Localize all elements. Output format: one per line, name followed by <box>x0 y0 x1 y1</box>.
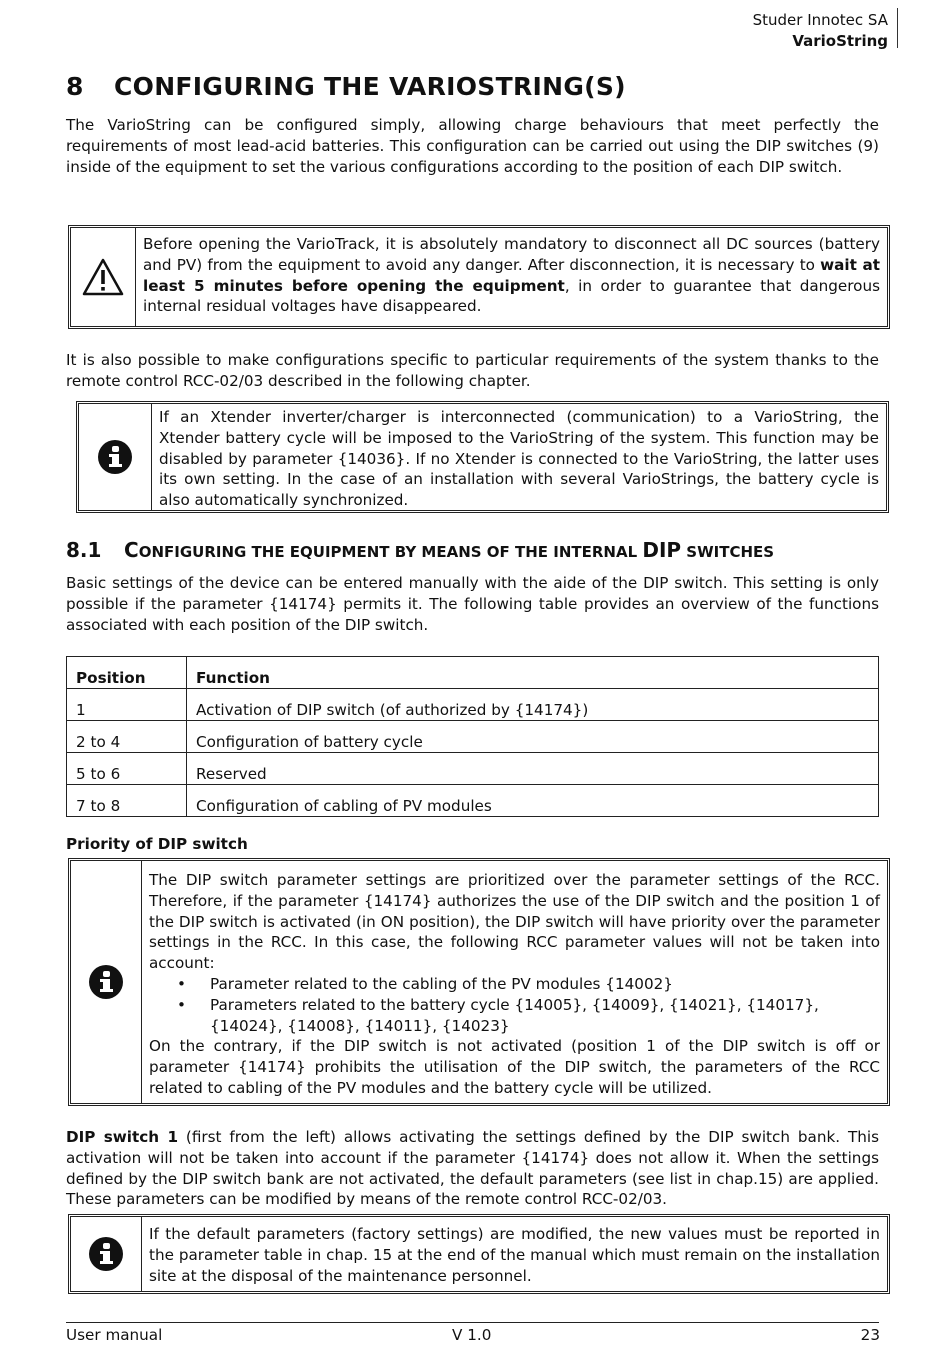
section-title: CONFIGURING THE VARIOSTRING(S) <box>114 72 626 101</box>
warning-text <box>136 228 887 326</box>
list-item: • Parameter related to the cabling of the PV modules {14002} <box>210 974 880 995</box>
info-box-default-params <box>68 1214 890 1294</box>
info-icon-cell <box>79 404 152 510</box>
footer-divider <box>66 1322 879 1323</box>
table-header-row <box>67 657 879 689</box>
dip-switch-1-paragraph <box>66 1127 879 1210</box>
table-row <box>67 753 879 785</box>
footer-doc-type: User manual <box>66 1326 163 1344</box>
info-box-xtender-text: If an Xtender inverter/charger is interconnected (communication) to a VarioString, the Xtender battery cycle will be imposed to the VarioString of the system. This function may be disabled by parameter {14036}. If no Xtender is connected to the VarioString, the latter uses its own setting. In the case of an installation with several VarioStrings, the battery cycle is also automatically synchronized. <box>159 408 879 510</box>
subsection-title-4: SWITCHES <box>681 543 775 561</box>
priority-paragraph-2: On the contrary, if the DIP switch is not activated (position 1 of the DIP switch is off or parameter {14174} prohibits the utilisation of the DIP switch, the parameters of the RCC related to cabling of the PV modules and the battery cycle will be utilized. <box>149 1037 880 1097</box>
info-icon <box>89 965 123 999</box>
table-cell-position: 1 <box>67 689 187 721</box>
dip-switch-1-text: (first from the left) allows activating the settings defined by the DIP switch bank. This activation will not be taken into account if the parameter {14174} does not allow it. When the settings defined by the DIP switch bank are not activated, the default parameters (see list in chap.15) are applied. These parameters can be modified by means of the remote control RCC-02/03. <box>66 1128 879 1209</box>
info-icon <box>98 440 132 474</box>
warning-text-bold: wait at least 5 minutes before opening the equipment <box>143 255 880 295</box>
intro-paragraph: The VarioString can be configured simply, allowing charge behaviours that meet perfectly the requirements of most lead-acid batteries. This configuration can be carried out using the DIP switches (9) inside of the equipment to set the various configurations according to the position of each DIP switch. <box>66 116 879 176</box>
header-divider <box>897 8 898 48</box>
subsection-title-2: ONFIGURING THE EQUIPMENT BY MEANS OF THE INTERNAL <box>138 543 643 561</box>
list-item: • Parameters related to the battery cycle {14005}, {14009}, {14021}, {14017}, {14024}, {14008}, {14011}, {14023} <box>210 995 880 1037</box>
section-number: 8 <box>66 72 84 101</box>
warning-icon-cell <box>71 228 136 326</box>
warning-box <box>68 225 890 329</box>
table-cell-function: Configuration of battery cycle <box>187 721 879 753</box>
info-box-default-params-text: If the default parameters (factory settings) are modified, the new values must be reported in the parameter table in chap. 15 at the end of the manual which must remain on the installation site at the disposal of the maintenance personnel. <box>149 1225 880 1285</box>
priority-paragraph-1: The DIP switch parameter settings are prioritized over the parameter settings of the RCC. Therefore, if the parameter {14174} authorizes the use of the DIP switch and the position 1 of the DIP switch is activated (in ON position), the DIP switch will have priority over the parameter settings in the RCC. In this case, the following RCC parameter values will not be taken into account: <box>149 871 880 973</box>
table-cell-position: 7 to 8 <box>67 785 187 817</box>
section-heading <box>66 72 626 101</box>
table-cell-function: Activation of DIP switch (of authorized by {14174}) <box>187 689 879 721</box>
dip-intro-paragraph: Basic settings of the device can be entered manually with the aide of the DIP switch. This setting is only possible if the parameter {14174} permits it. The following table provides an overview of the functions associated with each position of the DIP switch. <box>66 574 879 634</box>
priority-bullet-list <box>149 974 880 1036</box>
info-icon <box>89 1237 123 1271</box>
header-product: VarioString <box>792 32 888 50</box>
page-header <box>753 10 888 52</box>
footer-version: V 1.0 <box>452 1326 492 1344</box>
table-row <box>67 689 879 721</box>
table-cell-position: 5 to 6 <box>67 753 187 785</box>
subsection-heading <box>66 538 774 562</box>
warning-text-after: , in order to guarantee that dangerous internal residual voltages have disappeared. <box>143 276 880 316</box>
info-icon-cell <box>71 861 142 1103</box>
warning-triangle-icon <box>81 257 125 297</box>
info-box-priority-text <box>142 861 887 1103</box>
priority-heading: Priority of DIP switch <box>66 835 248 853</box>
table-row <box>67 785 879 817</box>
table-row <box>67 721 879 753</box>
table-header-position: Position <box>67 657 187 689</box>
info-box-priority <box>68 858 890 1106</box>
table-cell-function: Reserved <box>187 753 879 785</box>
table-cell-position: 2 to 4 <box>67 721 187 753</box>
dip-switch-1-label: DIP switch 1 <box>66 1128 179 1146</box>
info-icon-cell <box>71 1217 142 1291</box>
table-header-function: Function <box>187 657 879 689</box>
footer-page-number: 23 <box>860 1326 880 1344</box>
remote-control-paragraph: It is also possible to make configurations specific to particular requirements of the system thanks to the remote control RCC-02/03 described in the following chapter. <box>66 351 879 390</box>
table-cell-function: Configuration of cabling of PV modules <box>187 785 879 817</box>
dip-function-table <box>66 656 879 817</box>
warning-text-before: Before opening the VarioTrack, it is absolutely mandatory to disconnect all DC sources (battery and PV) from the equipment to avoid any danger. After disconnection, it is necessary to <box>143 235 880 274</box>
subsection-title-3: DIP <box>642 538 682 562</box>
subsection-title-1: C <box>124 538 139 562</box>
subsection-number: 8.1 <box>66 538 102 562</box>
header-company: Studer Innotec SA <box>752 11 888 29</box>
info-box-xtender <box>76 401 889 513</box>
